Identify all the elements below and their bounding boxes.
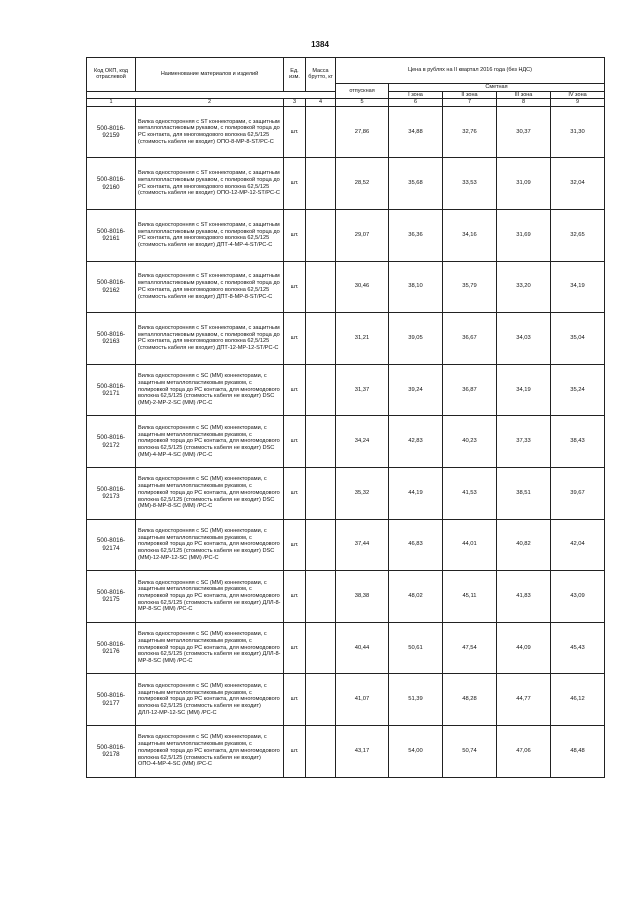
row-zone-2-price: 36,87	[443, 364, 497, 416]
table-row	[87, 519, 605, 571]
table-row	[87, 416, 605, 468]
row-zone-1-price: 38,10	[389, 261, 443, 313]
row-unit: шт.	[284, 467, 306, 519]
column-number: 2	[136, 99, 284, 107]
row-zone-1-price: 51,39	[389, 674, 443, 726]
row-zone-1-price: 42,83	[389, 416, 443, 468]
column-number: 1	[87, 99, 136, 107]
row-wholesale-price: 34,24	[336, 416, 389, 468]
row-code: 500-8016-92173	[87, 467, 136, 519]
row-zone-4-price: 43,09	[551, 571, 605, 623]
row-zone-4-price: 35,04	[551, 313, 605, 365]
row-zone-3-price: 38,51	[497, 467, 551, 519]
row-wholesale-price: 38,38	[336, 571, 389, 623]
table-row	[87, 209, 605, 261]
row-zone-3-price: 40,82	[497, 519, 551, 571]
table-row	[87, 725, 605, 777]
column-number: 8	[497, 99, 551, 107]
row-wholesale-price: 37,44	[336, 519, 389, 571]
table-row	[87, 158, 605, 210]
row-wholesale-price: 31,21	[336, 313, 389, 365]
row-name: Вилка односторонняя с SC (ММ) коннекторами, с защитным металлопластиковым рукавом, с полировкой торца до PC контакта, для многомодового волокна 62,5/125 (стоимость кабеля не входит) DSC (ММ)-12-МР-12-SC (ММ) /PC-C	[136, 519, 284, 571]
row-mass	[306, 313, 336, 365]
header-zone-3: III зона	[497, 91, 551, 99]
row-zone-3-price: 37,33	[497, 416, 551, 468]
column-number: 5	[336, 99, 389, 107]
row-name: Вилка односторонняя с ST коннекторами, с защитным металлопластиковым рукавом, с полировкой торца до PC контакта, для многомодового волокна 62,5/125 (стоимость кабеля не входит) ОПО-12-МР-12-ST/PC-C	[136, 158, 284, 210]
table-row	[87, 622, 605, 674]
row-zone-2-price: 32,76	[443, 106, 497, 158]
row-code: 500-8016-92161	[87, 209, 136, 261]
row-code: 500-8016-92174	[87, 519, 136, 571]
row-name: Вилка односторонняя с ST коннекторами, с защитным металлопластиковым рукавом, с полировкой торца до PC контакта, для многомодового волокна 62,5/125 (стоимость кабеля не входит) ОПО-8-МР-8-ST/PC-C	[136, 106, 284, 158]
header-zone-2: II зона	[443, 91, 497, 99]
row-code: 500-8016-92172	[87, 416, 136, 468]
table-header	[87, 58, 605, 107]
row-code: 500-8016-92175	[87, 571, 136, 623]
row-name: Вилка односторонняя с SC (ММ) коннекторами, с защитным металлопластиковым рукавом, с полировкой торца до PC контакта, для многомодового волокна 62,5/125 (стоимость кабеля не входит) ОПО-4-МР-4-SC (ММ) /PC-C	[136, 725, 284, 777]
row-zone-1-price: 46,83	[389, 519, 443, 571]
row-unit: шт.	[284, 416, 306, 468]
row-unit: шт.	[284, 725, 306, 777]
row-wholesale-price: 31,37	[336, 364, 389, 416]
row-zone-1-price: 39,24	[389, 364, 443, 416]
row-name: Вилка односторонняя с ST коннекторами, с защитным металлопластиковым рукавом, с полировкой торца до PC контакта, для многомодового волокна 62,5/125 (стоимость кабеля не входит) ДПТ-8-МР-8-ST/PC-C	[136, 261, 284, 313]
row-zone-3-price: 34,19	[497, 364, 551, 416]
row-zone-2-price: 34,16	[443, 209, 497, 261]
row-zone-2-price: 50,74	[443, 725, 497, 777]
row-zone-4-price: 32,04	[551, 158, 605, 210]
row-unit: шт.	[284, 364, 306, 416]
row-code: 500-8016-92163	[87, 313, 136, 365]
row-unit: шт.	[284, 158, 306, 210]
row-zone-1-price: 34,88	[389, 106, 443, 158]
table-row	[87, 261, 605, 313]
row-unit: шт.	[284, 674, 306, 726]
row-zone-1-price: 54,00	[389, 725, 443, 777]
row-name: Вилка односторонняя с ST коннекторами, с защитным металлопластиковым рукавом, с полировкой торца до PC контакта, для многомодового волокна 62,5/125 (стоимость кабеля не входит) ДПТ-4-МР-4-ST/PC-C	[136, 209, 284, 261]
row-zone-2-price: 47,54	[443, 622, 497, 674]
row-zone-4-price: 45,43	[551, 622, 605, 674]
row-unit: шт.	[284, 622, 306, 674]
row-zone-2-price: 40,23	[443, 416, 497, 468]
row-unit: шт.	[284, 571, 306, 623]
row-zone-2-price: 45,11	[443, 571, 497, 623]
table-row	[87, 106, 605, 158]
row-mass	[306, 158, 336, 210]
row-mass	[306, 725, 336, 777]
table-row	[87, 364, 605, 416]
row-zone-1-price: 44,19	[389, 467, 443, 519]
row-zone-1-price: 50,61	[389, 622, 443, 674]
row-unit: шт.	[284, 519, 306, 571]
row-mass	[306, 261, 336, 313]
row-zone-3-price: 33,20	[497, 261, 551, 313]
row-unit: шт.	[284, 313, 306, 365]
row-name: Вилка односторонняя с SC (ММ) коннекторами, с защитным металлопластиковым рукавом, с полировкой торца до PC контакта, для многомодового волокна 62,5/125 (стоимость кабеля не входит) DSC (ММ)-2-МР-2-SC (ММ) /PC-C	[136, 364, 284, 416]
row-zone-4-price: 39,67	[551, 467, 605, 519]
header-price-group: Цена в рублях на II квартал 2016 года (без НДС)	[336, 58, 605, 84]
column-number-row	[87, 99, 605, 107]
column-number: 9	[551, 99, 605, 107]
row-zone-4-price: 35,24	[551, 364, 605, 416]
row-code: 500-8016-92162	[87, 261, 136, 313]
row-zone-4-price: 38,43	[551, 416, 605, 468]
row-mass	[306, 622, 336, 674]
column-number: 3	[284, 99, 306, 107]
row-unit: шт.	[284, 106, 306, 158]
table-row	[87, 467, 605, 519]
row-mass	[306, 106, 336, 158]
row-zone-3-price: 41,83	[497, 571, 551, 623]
row-wholesale-price: 41,07	[336, 674, 389, 726]
row-code: 500-8016-92171	[87, 364, 136, 416]
row-zone-2-price: 44,01	[443, 519, 497, 571]
header-zone-1: I зона	[389, 91, 443, 99]
row-zone-3-price: 31,09	[497, 158, 551, 210]
table-body	[87, 106, 605, 777]
row-code: 500-8016-92160	[87, 158, 136, 210]
row-zone-4-price: 46,12	[551, 674, 605, 726]
column-number: 7	[443, 99, 497, 107]
table-row	[87, 571, 605, 623]
header-mass: Масса брутто, кг	[306, 58, 336, 92]
row-name: Вилка односторонняя с SC (ММ) коннекторами, с защитным металлопластиковым рукавом, с полировкой торца до PC контакта, для многомодового волокна 62,5/125 (стоимость кабеля не входит) DSC (ММ)-4-МР-4-SC (ММ) /PC-C	[136, 416, 284, 468]
row-code: 500-8016-92159	[87, 106, 136, 158]
row-name: Вилка односторонняя с SC (ММ) коннекторами, с защитным металлопластиковым рукавом, с полировкой торца до PC контакта, для многомодового волокна 62,5/125 (стоимость кабеля не входит) ДЛЛ-12-МР-12-SC (ММ) /PC-C	[136, 674, 284, 726]
row-wholesale-price: 27,86	[336, 106, 389, 158]
row-mass	[306, 364, 336, 416]
row-mass	[306, 571, 336, 623]
row-zone-2-price: 41,53	[443, 467, 497, 519]
row-zone-3-price: 34,03	[497, 313, 551, 365]
row-mass	[306, 467, 336, 519]
row-zone-3-price: 44,77	[497, 674, 551, 726]
row-zone-4-price: 42,04	[551, 519, 605, 571]
header-zone-4: IV зона	[551, 91, 605, 99]
row-zone-4-price: 31,30	[551, 106, 605, 158]
row-unit: шт.	[284, 209, 306, 261]
row-mass	[306, 674, 336, 726]
row-name: Вилка односторонняя с ST коннекторами, с защитным металлопластиковым рукавом, с полировкой торца до PC контакта, для многомодового волокна 62,5/125 (стоимость кабеля не входит) ДПТ-12-МР-12-ST/PC-C	[136, 313, 284, 365]
row-name: Вилка односторонняя с SC (ММ) коннекторами, с защитным металлопластиковым рукавом, с полировкой торца до PC контакта, для многомодового волокна 62,5/125 (стоимость кабеля не входит) DSC (ММ)-8-МР-8-SC (ММ) /PC-C	[136, 467, 284, 519]
row-wholesale-price: 30,46	[336, 261, 389, 313]
header-code: Код ОКП, код отраслевой	[87, 58, 136, 92]
header-name: Наименование материалов и изделий	[136, 58, 284, 92]
row-name: Вилка односторонняя с SC (ММ) коннекторами, с защитным металлопластиковым рукавом, с полировкой торца до PC контакта, для многомодового волокна 62,5/125 (стоимость кабеля не входит) ДЛЛ-8-МР-8-SC (ММ) /PC-C	[136, 571, 284, 623]
row-code: 500-8016-92177	[87, 674, 136, 726]
row-wholesale-price: 29,07	[336, 209, 389, 261]
header-unit: Ед. изм.	[284, 58, 306, 92]
row-zone-2-price: 36,67	[443, 313, 497, 365]
header-estimate-group: Сметная	[389, 84, 605, 92]
row-name: Вилка односторонняя с SC (ММ) коннекторами, с защитным металлопластиковым рукавом, с полировкой торца до PC контакта, для многомодового волокна 62,5/125 (стоимость кабеля не входит) ДЛЛ-8-МР-8-SC (ММ) /PC-C	[136, 622, 284, 674]
header-wholesale: отпускная	[336, 84, 389, 99]
row-code: 500-8016-92178	[87, 725, 136, 777]
row-code: 500-8016-92176	[87, 622, 136, 674]
row-wholesale-price: 40,44	[336, 622, 389, 674]
row-zone-1-price: 48,02	[389, 571, 443, 623]
row-zone-4-price: 34,19	[551, 261, 605, 313]
row-wholesale-price: 43,17	[336, 725, 389, 777]
row-zone-2-price: 33,53	[443, 158, 497, 210]
row-zone-2-price: 35,79	[443, 261, 497, 313]
row-zone-3-price: 30,37	[497, 106, 551, 158]
column-number: 4	[306, 99, 336, 107]
column-number: 6	[389, 99, 443, 107]
row-zone-1-price: 36,36	[389, 209, 443, 261]
row-zone-3-price: 31,69	[497, 209, 551, 261]
table-row	[87, 674, 605, 726]
row-zone-3-price: 44,09	[497, 622, 551, 674]
row-wholesale-price: 35,32	[336, 467, 389, 519]
row-zone-4-price: 48,48	[551, 725, 605, 777]
row-mass	[306, 209, 336, 261]
row-wholesale-price: 28,52	[336, 158, 389, 210]
row-zone-3-price: 47,06	[497, 725, 551, 777]
row-zone-1-price: 35,68	[389, 158, 443, 210]
page-number: 1384	[311, 40, 329, 49]
row-unit: шт.	[284, 261, 306, 313]
row-zone-4-price: 32,65	[551, 209, 605, 261]
row-zone-2-price: 48,28	[443, 674, 497, 726]
row-mass	[306, 416, 336, 468]
price-table	[86, 57, 605, 778]
row-zone-1-price: 39,05	[389, 313, 443, 365]
table-row	[87, 313, 605, 365]
row-mass	[306, 519, 336, 571]
